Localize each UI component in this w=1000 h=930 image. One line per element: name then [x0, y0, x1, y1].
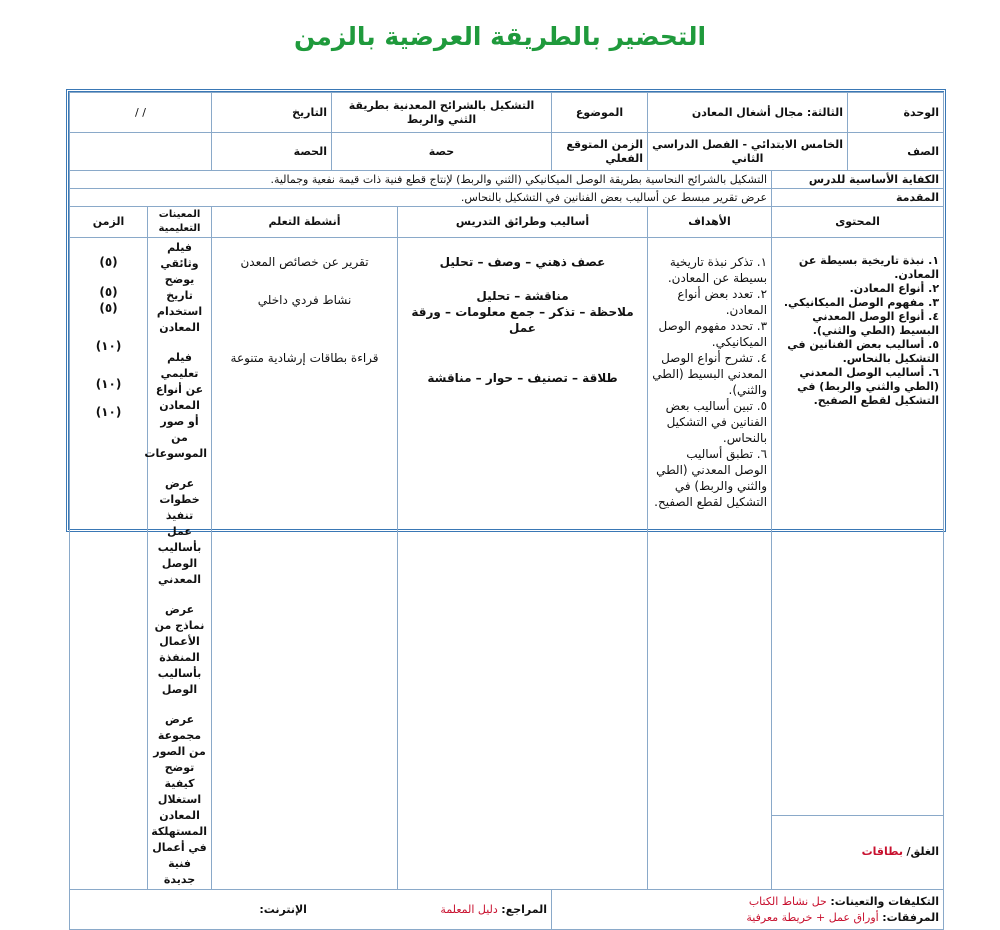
date-value: / /: [70, 93, 212, 133]
content-item: ٥. أساليب بعض الفنانين في التشكيل بالنحاس.: [787, 338, 940, 365]
references-label: المراجع:: [501, 902, 548, 916]
header-methods: أساليب وطرائق التدريس: [398, 207, 648, 238]
objective-item: ٤. تشرح أنواع الوصل المعدني البسيط (الطي والثني).: [652, 351, 768, 397]
time-item: (١٠): [95, 377, 122, 391]
activity-item: نشاط فردي داخلي: [257, 293, 352, 307]
aid-item: عرض خطوات تنفيذ عمل بأساليب الوصل المعدني: [157, 477, 202, 586]
method-item: مناقشة – تحليل: [476, 289, 569, 303]
content-item: ٦. أساليب الوصل المعدني (الطي والثني والربط) في التشكيل لقطع الصفيح.: [797, 366, 940, 407]
objective-item: ٦. تطبق أساليب الوصل المعدني (الطي والثني والربط) في التشكيل لقطع الصفيح.: [654, 447, 768, 509]
assignments-cell: [552, 890, 944, 930]
class-value: الخامس الابتدائي - الفصل الدراسي الثاني: [648, 133, 848, 171]
objective-item: ٢. تعدد بعض أنواع المعادن.: [677, 287, 768, 317]
activities-cell: [212, 238, 398, 890]
class-label: الصف: [848, 133, 944, 171]
competency-label: الكفاية الأساسية للدرس: [772, 171, 944, 189]
content-item: ٣. مفهوم الوصل الميكانيكي.: [783, 296, 940, 309]
references-value: دليل المعلمة: [440, 902, 498, 916]
unit-value: الثالثة: مجال أشغال المعادن: [648, 93, 848, 133]
assignments-value: حل نشاط الكتاب: [748, 894, 827, 908]
aid-item: عرض نماذج من الأعمال المنفذة بأساليب الوصل: [154, 603, 205, 696]
header-time: الزمن: [70, 207, 148, 238]
row-footer: [70, 890, 944, 930]
methods-cell: [398, 238, 648, 890]
objective-item: ٣. تحدد مفهوم الوصل الميكانيكي.: [658, 319, 768, 349]
row-unit: [70, 93, 944, 133]
header-activities: أنشطة التعلم: [212, 207, 398, 238]
content-item: ٢. أنواع المعادن.: [849, 282, 940, 295]
row-body: [70, 238, 944, 816]
activity-item: قراءة بطاقات إرشادية متنوعة: [230, 351, 379, 365]
activity-item: تقرير عن خصائص المعدن: [240, 255, 369, 269]
topic-value: التشكيل بالشرائح المعدنية بطريقة الثني والربط: [332, 93, 552, 133]
header-aids: المعينات التعليمية: [148, 207, 212, 238]
attachments-label: المرفقات:: [882, 910, 940, 924]
method-item: ملاحظة – تذكر – جمع معلومات – ورقة عمل: [411, 305, 634, 335]
time-cell: [70, 238, 148, 890]
page-title: التحضير بالطريقة العرضية بالزمن: [293, 22, 707, 51]
lesson-plan-table: [69, 92, 944, 930]
objective-item: ١. تذكر نبذة تاريخية بسيطة عن المعادن.: [667, 255, 768, 285]
time-item: (١٠): [95, 405, 122, 419]
competency-value: التشكيل بالشرائح النحاسية بطريقة الوصل الميكانيكي (الثني والربط) لإنتاج قطع فنية ذات قيمة نفعية وجمالية.: [70, 171, 772, 189]
row-class: [70, 133, 944, 171]
time-item: (٥): [99, 301, 118, 315]
unit-label: الوحدة: [848, 93, 944, 133]
objectives-cell: [648, 238, 772, 890]
closing-cell: [772, 815, 944, 889]
time-item: (٥): [99, 255, 118, 269]
assignments-label: التكليفات والتعينات:: [830, 894, 940, 908]
method-item: عصف ذهني – وصف – تحليل: [439, 255, 606, 269]
row-competency: [70, 171, 944, 189]
period-label: الحصة: [212, 133, 332, 171]
closing-value: بطاقات: [861, 845, 903, 859]
period-value: [70, 133, 212, 171]
expected-time-value: حصة: [332, 133, 552, 171]
objectives-list: [652, 254, 767, 510]
content-cell: [772, 238, 944, 816]
intro-label: المقدمة: [772, 189, 944, 207]
internet-label: الإنترنت:: [259, 902, 307, 916]
time-item: (١٠): [95, 339, 122, 353]
aid-item: فيلم وثائقي يوضح تاريخ استخدام المعادن: [156, 241, 203, 334]
intro-value: عرض تقرير مبسط عن أساليب بعض الفنانين في التشكيل بالنحاس.: [70, 189, 772, 207]
content-item: ٤. أنواع الوصل المعدني البسيط (الطي والثني).: [812, 310, 940, 337]
objective-item: ٥. تبين أساليب بعض الفنانين في التشكيل بالنحاس.: [665, 399, 768, 445]
content-item: ١. نبذة تاريخية بسيطة عن المعادن.: [798, 254, 940, 281]
row-headers: [70, 207, 944, 238]
aids-cell: [144, 238, 212, 890]
expected-time-label: الزمن المتوقع الفعلي: [552, 133, 648, 171]
references-cell: [70, 890, 552, 930]
content-list: [776, 254, 939, 408]
aid-item: فيلم تعليمي عن أنواع المعادن أو صور من الموسوعات: [144, 351, 208, 460]
method-item: طلاقة – تصنيف – حوار – مناقشة: [427, 371, 618, 385]
time-item: (٥): [99, 285, 118, 299]
header-content: المحتوى: [772, 207, 944, 238]
attachments-value: أوراق عمل + خريطة معرفية: [746, 910, 879, 924]
topic-label: الموضوع: [552, 93, 648, 133]
date-label: التاريخ: [212, 93, 332, 133]
header-objectives: الأهداف: [648, 207, 772, 238]
closing-label: الغلق/: [906, 845, 940, 859]
aid-item: عرض مجموعة من الصور توضح كيفية استغلال المعادن المستهلكة في أعمال فنية جديدة: [151, 713, 208, 886]
row-intro: [70, 189, 944, 207]
